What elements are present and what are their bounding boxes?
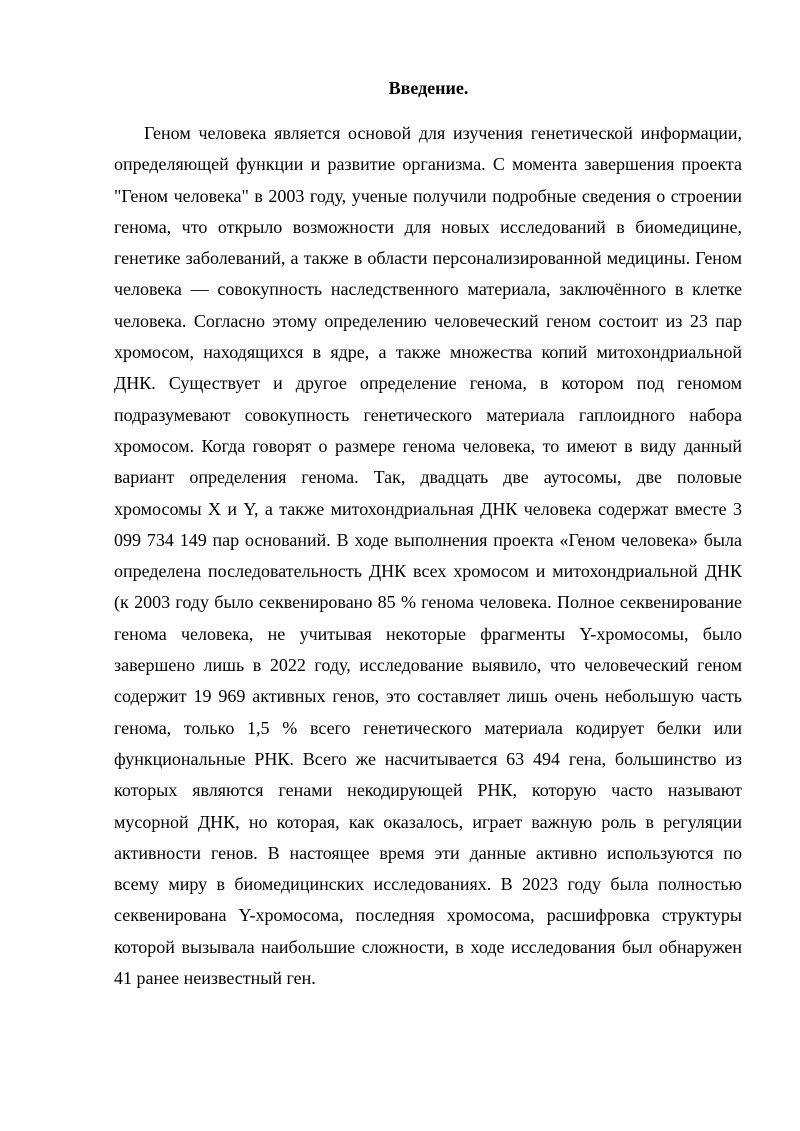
document-heading: Введение.: [388, 78, 469, 98]
body-paragraph: Геном человека является основой для изучения генетической информации, определяющей функции и развитие организма. С момента завершения проекта "Геном человека" в 2003 году, ученые получили подробные сведения о строении генома, что открыло возможности для новых исследований в биомедицине, генетике заболеваний, а также в области персонализированной медицины. Геном человека — совокупность наследственного материала, заключённого в клетке человека. Согласно этому определению человеческий геном состоит из 23 пар хромосом, находящихся в ядре, а также множества копий митохондриальной ДНК. Существует и другое определение генома, в котором под геномом подразумевают совокупность генетического материала гаплоидного набора хромосом. Когда говорят о размере генома человека, то имеют в виду данный вариант определения генома. Так, двадцать две аутосомы, две половые хромосомы X и Y, а также митохондриальная ДНК человека содержат вместе 3 099 734 149 пар оснований. В ходе выполнения проекта «Геном человека» была определена последовательность ДНК всех хромосом и митохондриальной ДНК (к 2003 году было секвенировано 85 % генома человека. Полное секвенирование генома человека, не учитывая некоторые фрагменты Y-хромосомы, было завершено лишь в 2022 году, исследование выявило, что человеческий геном содержит 19 969 активных генов, это составляет лишь очень небольшую часть генома, только 1,5 % всего генетического материала кодирует белки или функциональные РНК. Всего же насчитывается 63 494 гена, большинство из которых являются генами некодирующей РНК, которую часто называют мусорной ДНК, но которая, как оказалось, играет важную роль в регуляции активности генов. В настоящее время эти данные активно используются по всему миру в биомедицинских исследованиях. В 2023 году была полностью секвенирована Y-хромосома, последняя хромосома, расшифровка структуры которой вызывала наибольшие сложности, в ходе исследования был обнаружен 41 ранее неизвестный ген.: [114, 123, 742, 989]
